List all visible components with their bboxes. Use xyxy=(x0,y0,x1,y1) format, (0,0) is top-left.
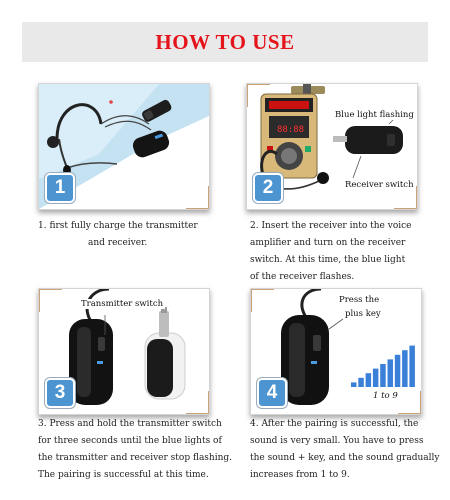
step-4-panel xyxy=(250,288,422,415)
step-1-caption-line-1: 1. first fully charge the transmitter xyxy=(38,221,198,231)
step-2-badge: 2 xyxy=(253,173,283,203)
press-label-line2: plus key xyxy=(345,309,381,319)
volume-range-label: 1 to 9 xyxy=(373,391,398,401)
blue-light-label: Blue light flashing xyxy=(335,110,414,120)
volume-level-bar-9 xyxy=(409,346,415,387)
volume-level-bar-7 xyxy=(395,355,401,387)
step-3-caption-line-4: The pairing is successful at this time. xyxy=(38,470,209,480)
step-3-caption-line-3: the transmitter and receiver stop flashing. xyxy=(38,453,233,463)
page-title: HOW TO USE xyxy=(155,29,295,54)
transmitter-switch-label: Transmitter switch xyxy=(81,299,164,309)
volume-level-bar-8 xyxy=(402,350,408,387)
step-4-caption-line-4: increases from 1 to 9. xyxy=(250,470,350,480)
step-3-badge: 3 xyxy=(45,378,75,408)
step-2-caption-line-4: of the receiver flashes. xyxy=(250,272,355,282)
title-banner xyxy=(22,22,428,62)
step-3-caption-line-2: for three seconds until the blue lights of xyxy=(38,436,222,446)
step-3-panel xyxy=(38,288,210,415)
svg-text:88:88: 88:88 xyxy=(277,125,305,135)
step-2-caption xyxy=(250,218,440,286)
volume-level-bar-4 xyxy=(373,369,379,387)
step-3-caption-line-1: 3. Press and hold the transmitter switch xyxy=(38,419,222,429)
receiver-switch-label: Receiver switch xyxy=(345,180,414,190)
step-4-badge: 4 xyxy=(257,378,287,408)
step-2-panel xyxy=(246,83,418,210)
step-1-panel xyxy=(38,83,210,210)
volume-level-bar-6 xyxy=(388,359,394,387)
step-3-caption xyxy=(38,416,250,484)
step-4-caption-line-2: sound is very small. You have to press xyxy=(250,436,424,446)
step-4-caption xyxy=(250,416,440,484)
step-2-caption-line-2: amplifier and turn on the receiver xyxy=(250,238,406,248)
volume-level-bar-1 xyxy=(351,382,357,387)
volume-level-bar-5 xyxy=(380,364,386,387)
step-1-badge: 1 xyxy=(45,173,75,203)
step-4-caption-line-1: 4. After the pairing is successful, the xyxy=(250,419,419,429)
volume-level-bar-2 xyxy=(358,378,364,387)
step-2-caption-line-1: 2. Insert the receiver into the voice xyxy=(250,221,412,231)
volume-level-bar-3 xyxy=(366,373,372,387)
step-1-caption-line-2: and receiver. xyxy=(88,238,148,248)
press-label-line1: Press the xyxy=(339,295,380,305)
step-2-caption-line-3: switch. At this time, the blue light xyxy=(250,255,406,265)
step-1-caption xyxy=(38,218,218,252)
step-4-caption-line-3: the sound + key, and the sound gradually xyxy=(250,453,440,463)
